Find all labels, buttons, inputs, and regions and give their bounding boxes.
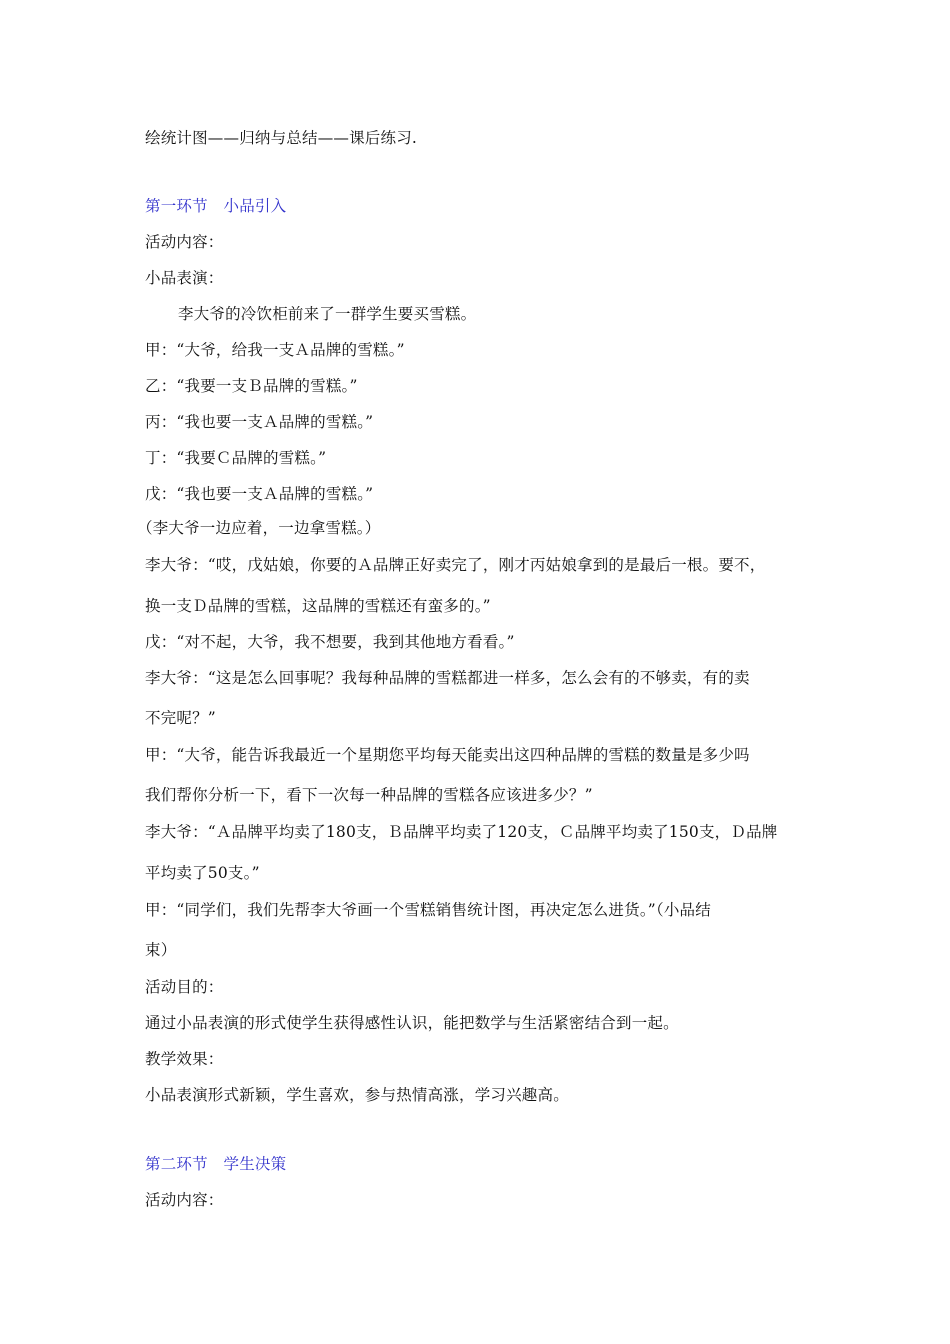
activity-content-label: 活动内容：	[145, 233, 224, 251]
section-2-heading: 第二环节 学生决策	[145, 1155, 287, 1173]
scene-intro: 李大爷的冷饮柜前来了一群学生要买雪糕。	[178, 305, 477, 323]
dialogue-line: 甲：“大爷，能告诉我最近一个星期您平均每天能卖出这四种品牌的雪糕的数量是多少吗	[145, 746, 750, 764]
activity-content-label: 活动内容：	[145, 1191, 224, 1209]
flow-line: 绘统计图——归纳与总结——课后练习.	[145, 129, 418, 147]
dialogue-line: 戊：“我也要一支Ａ品牌的雪糕。”	[145, 485, 374, 503]
dialogue-line-continued: 平均卖了50支。”	[145, 864, 260, 882]
effect-text: 小品表演形式新颖，学生喜欢，参与热情高涨，学习兴趣高。	[145, 1086, 569, 1104]
dialogue-line-continued: 我们帮你分析一下，看下一次每一种品牌的雪糕各应该进多少？”	[145, 786, 593, 804]
effect-label: 教学效果：	[145, 1050, 224, 1068]
stage-direction: （李大爷一边应着，一边拿雪糕。）	[137, 519, 381, 537]
dialogue-line: 甲：“同学们，我们先帮李大爷画一个雪糕销售统计图，再决定怎么进货。”（小品结	[145, 901, 711, 919]
dialogue-line: 丙：“我也要一支Ａ品牌的雪糕。”	[145, 413, 374, 431]
dialogue-line: 乙：“我要一支Ｂ品牌的雪糕。”	[145, 377, 358, 395]
purpose-text: 通过小品表演的形式使学生获得感性认识，能把数学与生活紧密结合到一起。	[145, 1014, 679, 1032]
dialogue-line-continued: 不完呢？”	[145, 709, 216, 727]
skit-label: 小品表演：	[145, 269, 224, 287]
section-1-heading: 第一环节 小品引入	[145, 197, 287, 215]
dialogue-line: 李大爷：“Ａ品牌平均卖了180支，Ｂ品牌平均卖了120支，Ｃ品牌平均卖了150支，Ｄ品牌	[145, 823, 778, 841]
dialogue-line-continued: 换一支Ｄ品牌的雪糕，这品牌的雪糕还有蛮多的。”	[145, 597, 491, 615]
dialogue-line-continued: 束）	[145, 941, 177, 959]
dialogue-line: 甲：“大爷，给我一支Ａ品牌的雪糕。”	[145, 341, 405, 359]
dialogue-line: 李大爷：“这是怎么回事呢？我每种品牌的雪糕都进一样多，怎么会有的不够卖，有的卖	[145, 669, 750, 687]
dialogue-line: 戊：“对不起，大爷，我不想要，我到其他地方看看。”	[145, 633, 515, 651]
dialogue-line: 李大爷：“哎，戊姑娘，你要的Ａ品牌正好卖完了，刚才丙姑娘拿到的是最后一根。要不，	[145, 556, 766, 574]
purpose-label: 活动目的：	[145, 978, 224, 996]
dialogue-line: 丁：“我要Ｃ品牌的雪糕。”	[145, 449, 327, 467]
